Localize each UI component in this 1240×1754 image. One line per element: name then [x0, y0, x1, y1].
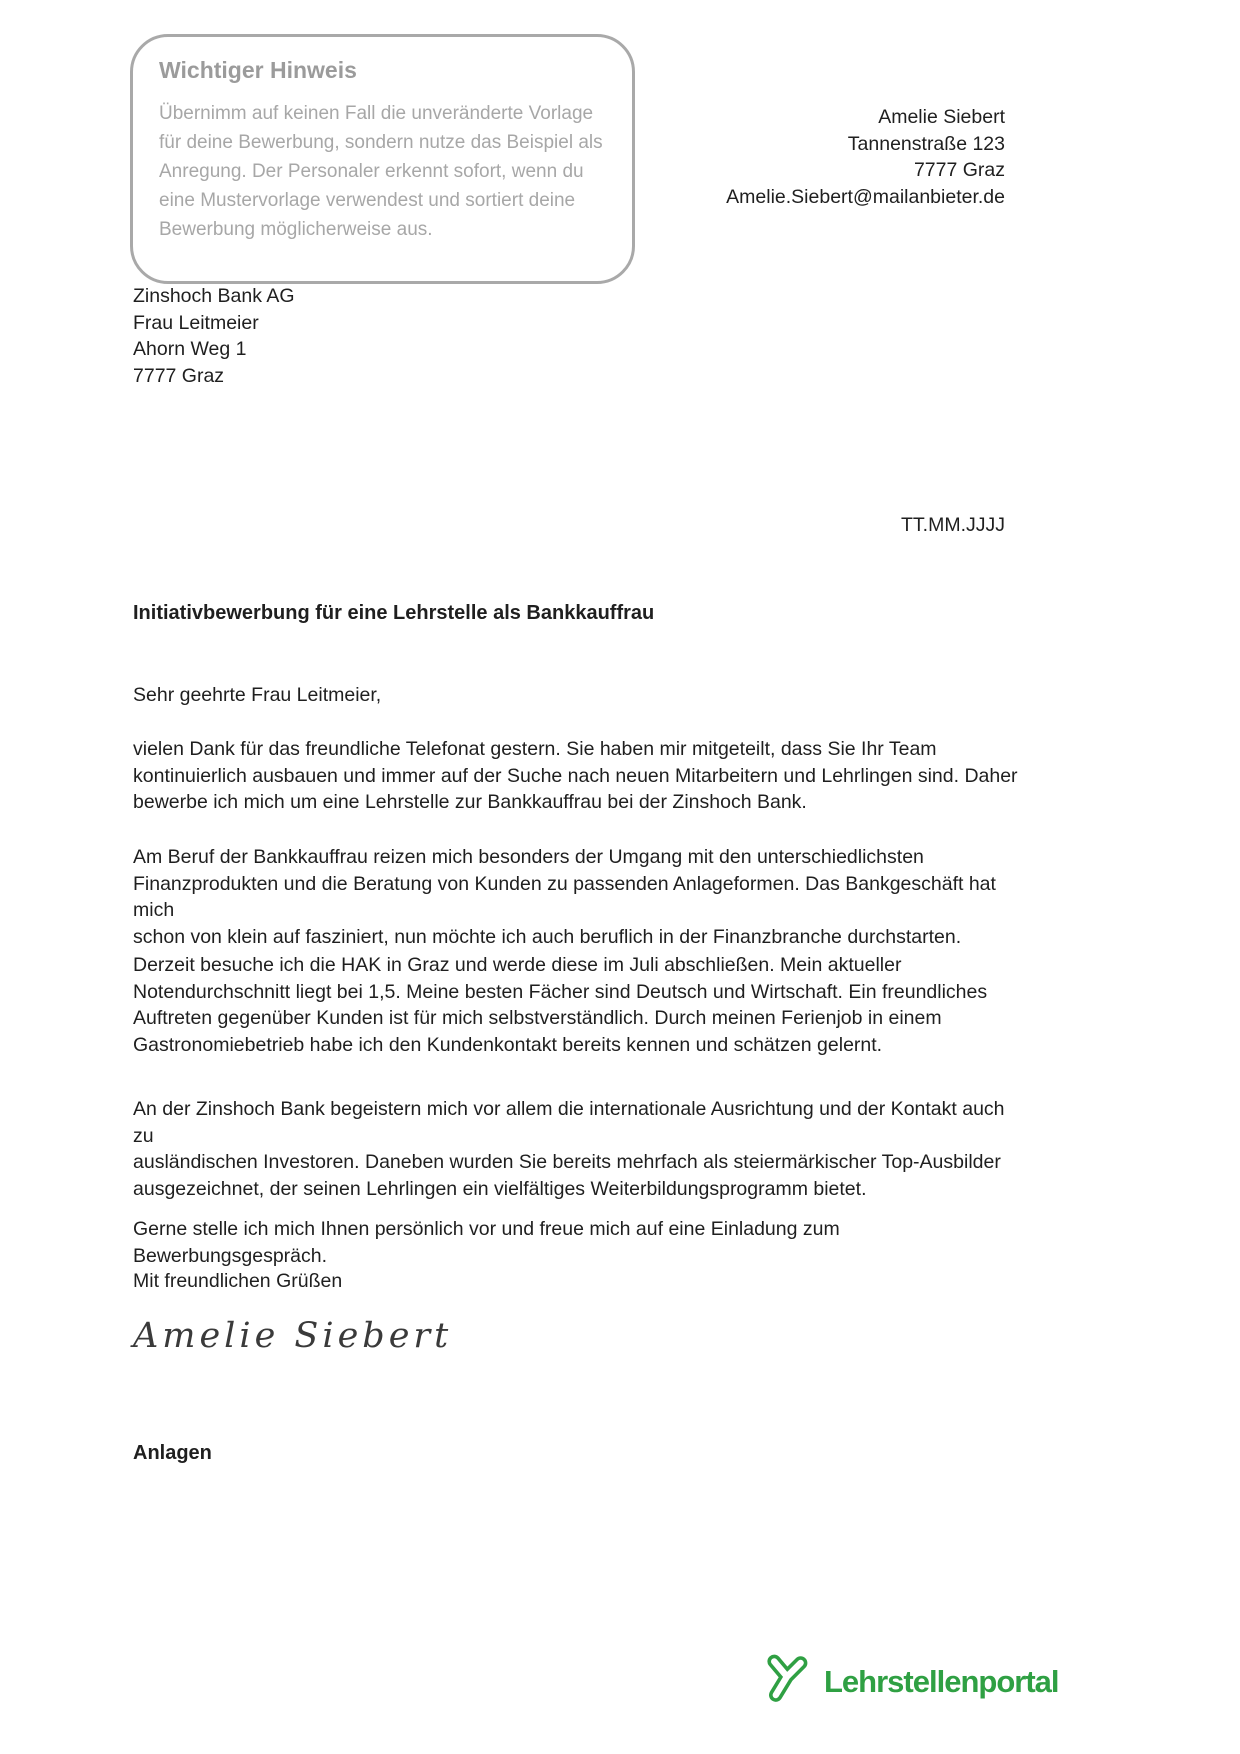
paragraph-intro: vielen Dank für das freundliche Telefonat gestern. Sie haben mir mitgeteilt, dass Sie Ihr Team kontinuierlich ausbauen und immer auf der Suche nach neuen Mitarbeitern und Lehrlingen sind. Daher bewerbe ich mich um eine Lehrstelle zur Bankkauffrau bei der Zinshoch Bank. — [133, 738, 1018, 813]
date-placeholder: TT.MM.JJJJ — [901, 514, 1005, 536]
paragraph-qualifications: Derzeit besuche ich die HAK in Graz und werde diese im Juli abschließen. Mein aktueller Notendurchschnitt liegt bei 1,5. Meine besten Fächer sind Deutsch und Wirtschaft. Ein freundliches Auftreten gegenüber Kunden ist für mich selbstverständlich. Durch meinen Ferienjob in einem Gastronomiebetrieb habe ich den Kundenkontakt bereits kennen und schätzen gelernt. — [133, 954, 988, 1056]
paragraph-company: An der Zinshoch Bank begeistern mich vor allem die internationale Ausrichtung und der Kontakt auch zu ausländischen Investoren. Daneben wurden Sie bereits mehrfach als steiermärkischer Top-Ausbilder ausgezeichnet, der seinen Lehrlingen ein vielfältiges Weiterbildungsprogramm bietet. — [133, 1098, 1005, 1200]
sender-address: Amelie Siebert Tannenstraße 123 7777 Graz Amelie.Siebert@mailanbieter.de — [726, 106, 1005, 208]
logo-text: Lehrstellenportal — [824, 1663, 1059, 1699]
paragraph-closing: Gerne stelle ich mich Ihnen persönlich vor und freue mich auf eine Einladung zum Bewerbungsgespräch. — [133, 1218, 840, 1267]
enclosures-label: Anlagen — [133, 1442, 212, 1464]
subject-line: Initiativbewerbung für eine Lehrstelle als Bankkauffrau — [133, 602, 655, 624]
y-checkmark-icon — [763, 1652, 811, 1711]
hint-text: Übernimm auf keinen Fall die unveränderte Vorlage für deine Bewerbung, sondern nutze das Beispiel als Anregung. Der Personaler erkennt sofort, wenn du eine Mustervorlage verwendest und sortiert deine Bewerbung möglicherweise aus. — [159, 103, 603, 240]
recipient-address: Zinshoch Bank AG Frau Leitmeier Ahorn Weg 1 7777 Graz — [133, 285, 295, 387]
hint-box — [130, 34, 635, 284]
handwritten-signature: Amelie Siebert — [133, 1316, 453, 1356]
regards-line: Mit freundlichen Grüßen — [133, 1270, 343, 1292]
hint-title: Wichtiger Hinweis — [159, 57, 357, 83]
paragraph-motivation: Am Beruf der Bankkauffrau reizen mich besonders der Umgang mit den unterschiedlichsten Finanzprodukten und die Beratung von Kunden zu passenden Anlageformen. Das Bankgeschäft hat mich schon von klein auf fasziniert, nun möchte ich auch beruflich in der Finanzbranche durchstarten. — [133, 846, 996, 948]
salutation: Sehr geehrte Frau Leitmeier, — [133, 684, 382, 706]
lehrstellenportal-logo — [763, 1652, 1059, 1711]
